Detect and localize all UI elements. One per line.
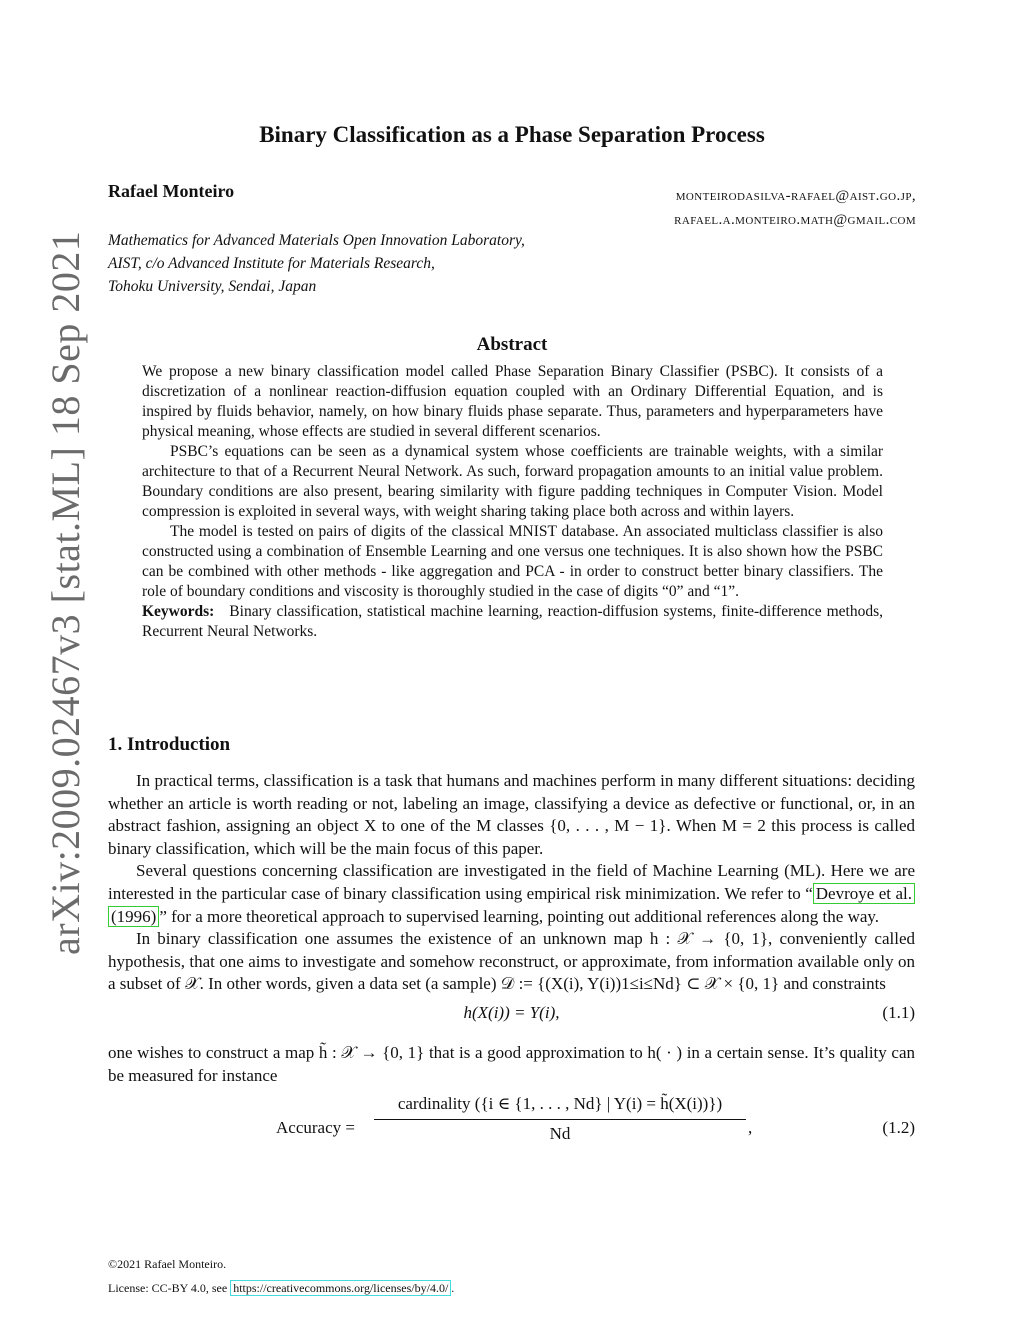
license-link[interactable]: https://creativecommons.org/licenses/by/4.0/ <box>230 1280 451 1296</box>
affiliation <box>108 229 525 298</box>
abstract-paragraph: We propose a new binary classification model called Phase Separation Binary Classifier (PSBC). It consists of a discretization of a nonlinear reaction-diffusion equation coupled with an Ordinary Differential Equation, and is inspired by fluids behavior, namely, on how binary fluids phase separate. Thus, parameters and hyperparameters have physical meaning, whose effects are studied in several different scenarios. <box>142 363 883 440</box>
p2-after: ” for a more theoretical approach to supervised learning, pointing out additional references along the way. <box>159 906 880 926</box>
equation-1-2 <box>108 1093 915 1163</box>
citation-link-author[interactable]: Devroye et al. <box>813 883 915 904</box>
fraction-denominator: Nd <box>549 1123 571 1143</box>
abstract-paragraph: The model is tested on pairs of digits of the classical MNIST database. An associated multiclass classifier is also constructed using a combination of Ensemble Learning and one versus one techniques. It is also shown how the PSBC can be combined with other methods - like aggregation and PCA - in order to construct better binary classifiers. The role of boundary conditions and viscosity is thoroughly studied in the case of digits “0” and “1”. <box>142 523 883 600</box>
email-1[interactable]: monteirodasilva-rafael@aist.go.jp, <box>675 188 916 204</box>
body-paragraph: In practical terms, classification is a task that humans and machines perform in many different situations: deciding whether an article is worth reading or not, labeling an image, classifying a device as defective or functional, or, in an abstract fashion, assigning an object X to one of the M classes {0, . . . , M − 1}. When M = 2 this process is called binary classification, which will be the main focus of this paper. <box>108 771 915 858</box>
equation-1-2-number: (1.2) <box>882 1118 915 1138</box>
license-suffix: . <box>451 1281 455 1295</box>
equation-1-1-body: h(X(i)) = Y(i), <box>463 1002 560 1022</box>
citation-link-year[interactable]: (1996) <box>108 906 159 927</box>
paper-title: Binary Classification as a Phase Separation Process <box>259 122 765 147</box>
author-emails <box>674 184 916 232</box>
equation-comma: , <box>748 1118 753 1138</box>
abstract-body <box>142 362 883 642</box>
section-body <box>108 770 915 1163</box>
equation-1-1-number: (1.1) <box>882 1002 915 1022</box>
keywords-label: Keywords: <box>142 603 215 620</box>
body-paragraph: In binary classification one assumes the existence of an unknown map h : 𝒳 → {0, 1}, conveniently called hypothesis, that one aims to investigate and somehow reconstruct, or approximate, from information available only on a subset of 𝒳. In other words, given a data set (a sample) 𝒟 := {(X(i), Y(i))1≤i≤Nd} ⊂ 𝒳 × {0, 1} and constraints <box>108 929 915 994</box>
keywords-text: Binary classification, statistical machine learning, reaction-diffusion systems, finite-difference methods, Recurrent Neural Networks. <box>142 603 884 640</box>
keywords <box>142 602 883 642</box>
email-2[interactable]: rafael.a.monteiro.math@gmail.com <box>674 212 916 228</box>
equation-1-1 <box>108 996 915 1042</box>
arxiv-side-label: arXiv:2009.02467v3 [stat.ML] 18 Sep 2021 <box>43 230 88 955</box>
author-name: Rafael Monteiro <box>108 181 235 201</box>
equation-1-2-lhs: Accuracy = <box>276 1118 355 1138</box>
equation-1-2-fraction <box>374 1093 746 1145</box>
p2-before: Several questions concerning classification are investigated in the field of Machine Learning (ML). Here we are interested in the particular case of binary classification using empirical risk minimization. We refer to “ <box>108 861 915 903</box>
affiliation-line: AIST, c/o Advanced Institute for Materials Research, <box>108 255 435 272</box>
license-line <box>108 1276 454 1300</box>
license-prefix: License: CC-BY 4.0, see <box>108 1281 231 1295</box>
fraction-numerator: cardinality ({i ∈ {1, . . . , Nd} | Y(i) = h̃(X(i))}) <box>374 1093 746 1120</box>
affiliation-line: Mathematics for Advanced Materials Open Innovation Laboratory, <box>108 232 525 249</box>
copyright: ©2021 Rafael Monteiro. <box>108 1257 227 1271</box>
body-paragraph: one wishes to construct a map h̃ : 𝒳 → {0, 1} that is a good approximation to h( · ) in a certain sense. It’s quality can be measured for instance <box>108 1042 915 1085</box>
abstract-heading: Abstract <box>476 334 548 355</box>
footer <box>108 1252 454 1300</box>
body-paragraph <box>108 860 915 928</box>
abstract-paragraph: PSBC’s equations can be seen as a dynamical system whose coefficients are trainable weights, with a similar architecture to that of a Recurrent Neural Network. As such, forward propagation amounts to an initial value problem. Boundary conditions are also present, bearing similarity with figure padding techniques in Computer Vision. Model compression is exploited in several ways, with weight sharing taking place both across and within layers. <box>142 443 883 520</box>
affiliation-line: Tohoku University, Sendai, Japan <box>108 278 317 295</box>
section-heading: 1. Introduction <box>108 734 231 755</box>
